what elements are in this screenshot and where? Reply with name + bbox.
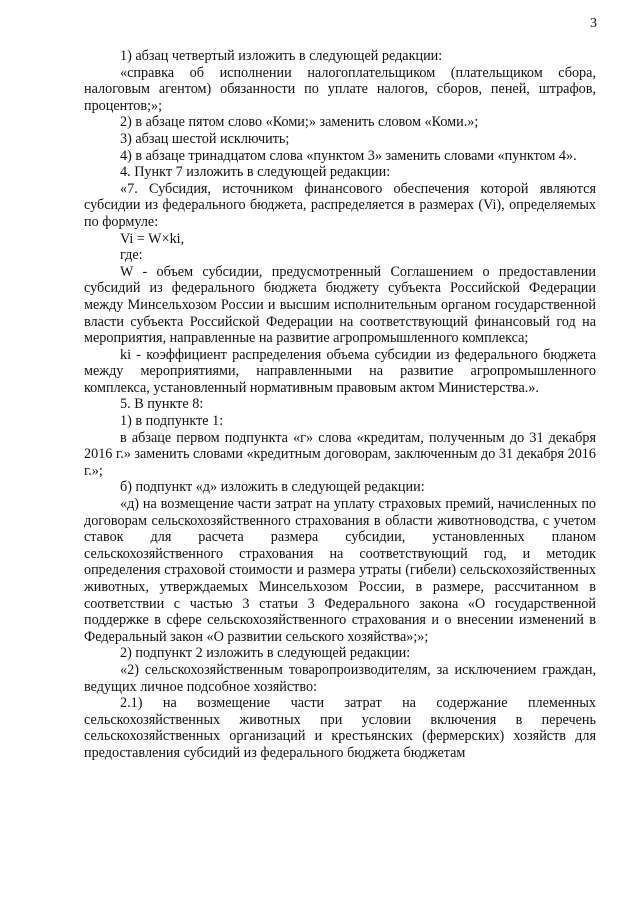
paragraph-subitem-2: 2) подпункт 2 изложить в следующей редакции: <box>120 645 411 662</box>
paragraph-item-4-replace: 4) в абзаце тринадцатом слова «пунктом 3» заменить словами «пунктом 4». <box>120 147 577 164</box>
paragraph-insurance: «д) на возмещение части затрат на уплату страховых премий, начисленных по договорам сельскохозяйственного страхования в области животноводства, с учетом ставок для расчета размера субсидии, установленных планом сельскохозяйственного страхования на соответствующий год, и методик определения страховой стоимости и размера утраты (гибели) сельскохозяйственных животных, утверждаемых Минсельхозом России, в размере, рассчитанном в соответствии с частью 3 статьи 3 Федерального закона «О государственной поддержке в сфере сельскохозяйственного страхования и о внесении изменений в Федеральный закон «О развитии сельского хозяйства»;»; <box>84 496 596 645</box>
paragraph-item-1-1: 1) абзац четвертый изложить в следующей редакции: <box>120 48 443 64</box>
paragraph-item-3-exclude: 3) абзац шестой исключить; <box>120 130 290 147</box>
paragraph-breeding: 2.1) на возмещение части затрат на содержание племенных сельскохозяйственных животных при условии включения в перечень сельскохозяйственных организаций и крестьянских (фермерских) хозяйств для предоставления субсидий из федерального бюджета бюджетам <box>84 695 596 761</box>
paragraph-credits-replace: в абзаце первом подпункта «г» слова «кредитам, полученным до 31 декабря 2016 г.» заменить словами «кредитным договорам, заключенным до 31 декабря 2016 г.»; <box>84 429 596 479</box>
paragraph-w-definition: W - объем субсидии, предусмотренный Соглашением о предоставлении субсидий из федерального бюджета бюджету субъекта Российской Федерации между Минсельхозом России и высшим исполнительным органом государственной власти субъекта Российской Федерации на соответствующий финансовый год на мероприятия, направленные на развитие агропромышленного комплекса; <box>84 263 596 347</box>
paragraph-section-4: 4. Пункт 7 изложить в следующей редакции: <box>120 164 391 181</box>
page-number: 3 <box>590 16 597 31</box>
formula: Vi = W×ki, <box>120 230 185 247</box>
paragraph-producers: «2) сельскохозяйственным товаропроизводителям, за исключением граждан, ведущих личное подсобное хозяйство: <box>84 661 596 695</box>
paragraph-section-5: 5. В пункте 8: <box>120 396 204 413</box>
paragraph-subitem-d: б) подпункт «д» изложить в следующей редакции: <box>120 479 425 496</box>
paragraph-subitem-1: 1) в подпункте 1: <box>120 413 224 430</box>
paragraph-ki-definition: ki - коэффициент распределения объема субсидии из федерального бюджета между мероприятиями, направленными на развитие агропромышленного комплекса, установленный нормативным правовым актом Министерства.». <box>84 346 596 396</box>
paragraph-subsidy-7: «7. Субсидия, источником финансового обеспечения которой являются субсидии из федерального бюджета, распределяется в размерах (Vi), определяемых по формуле: <box>84 180 596 230</box>
paragraph-item-2-komi: 2) в абзаце пятом слово «Коми;» заменить словом «Коми.»; <box>120 114 479 131</box>
paragraph-where: где: <box>120 247 143 264</box>
paragraph-quote-certificate: «справка об исполнении налогоплательщиком (плательщиком сбора, налоговым агентом) обязанности по уплате налогов, сборов, пеней, штрафов, процентов;»; <box>84 64 596 114</box>
document-body <box>84 48 596 762</box>
